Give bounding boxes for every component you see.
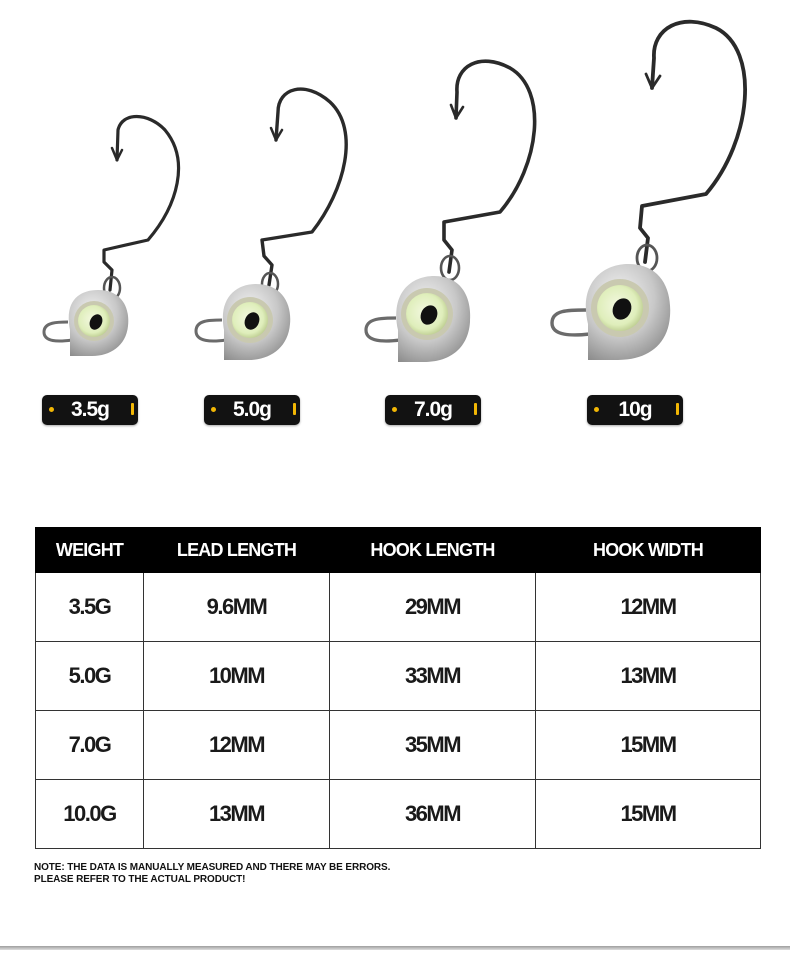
weight-label-text: 7.0g — [413, 398, 453, 421]
cell-hook-width: 15MM — [536, 780, 761, 849]
cell-weight: 3.5G — [36, 573, 144, 642]
cell-lead-length: 9.6MM — [144, 573, 330, 642]
cell-hook-length: 33MM — [330, 642, 536, 711]
weight-label-text: 3.5g — [70, 398, 110, 421]
cell-lead-length: 10MM — [144, 642, 330, 711]
cell-hook-width: 15MM — [536, 711, 761, 780]
cell-hook-length: 29MM — [330, 573, 536, 642]
weight-label-text: 10g — [618, 398, 652, 421]
label-dot — [594, 407, 599, 412]
cell-weight: 5.0G — [36, 642, 144, 711]
disclaimer-note — [34, 862, 390, 886]
weight-label-10g — [587, 395, 683, 425]
header-lead-length: LEAD LENGTH — [144, 528, 330, 573]
jig-head-7-0g — [366, 61, 535, 362]
jig-heads-illustration — [0, 0, 790, 450]
label-dot — [392, 407, 397, 412]
weight-label-3-5g — [42, 395, 138, 425]
cell-weight: 10.0G — [36, 780, 144, 849]
label-bar — [676, 403, 679, 415]
product-images — [0, 0, 790, 450]
weight-label-7-0g — [385, 395, 481, 425]
table-row — [36, 642, 761, 711]
note-line-1: NOTE: THE DATA IS MANUALLY MEASURED AND THERE MAY BE ERRORS. — [34, 862, 391, 873]
label-bar — [293, 403, 296, 415]
header-weight: WEIGHT — [36, 528, 144, 573]
jig-head-10g — [552, 22, 745, 360]
header-hook-length: HOOK LENGTH — [330, 528, 536, 573]
cell-hook-length: 36MM — [330, 780, 536, 849]
table-row — [36, 780, 761, 849]
jig-head-3-5g — [44, 117, 179, 357]
table-row — [36, 573, 761, 642]
jig-head-5-0g — [196, 89, 346, 360]
table-row — [36, 711, 761, 780]
table-header-row — [36, 528, 761, 573]
cell-lead-length: 13MM — [144, 780, 330, 849]
weight-label-5-0g — [204, 395, 300, 425]
cell-hook-width: 13MM — [536, 642, 761, 711]
label-dot — [49, 407, 54, 412]
bottom-divider — [0, 946, 790, 950]
spec-table — [35, 527, 761, 849]
cell-hook-width: 12MM — [536, 573, 761, 642]
label-dot — [211, 407, 216, 412]
note-line-2: PLEASE REFER TO THE ACTUAL PRODUCT! — [34, 874, 246, 885]
label-bar — [474, 403, 477, 415]
cell-lead-length: 12MM — [144, 711, 330, 780]
cell-weight: 7.0G — [36, 711, 144, 780]
header-hook-width: HOOK WIDTH — [536, 528, 761, 573]
weight-label-text: 5.0g — [232, 398, 272, 421]
label-bar — [131, 403, 134, 415]
cell-hook-length: 35MM — [330, 711, 536, 780]
